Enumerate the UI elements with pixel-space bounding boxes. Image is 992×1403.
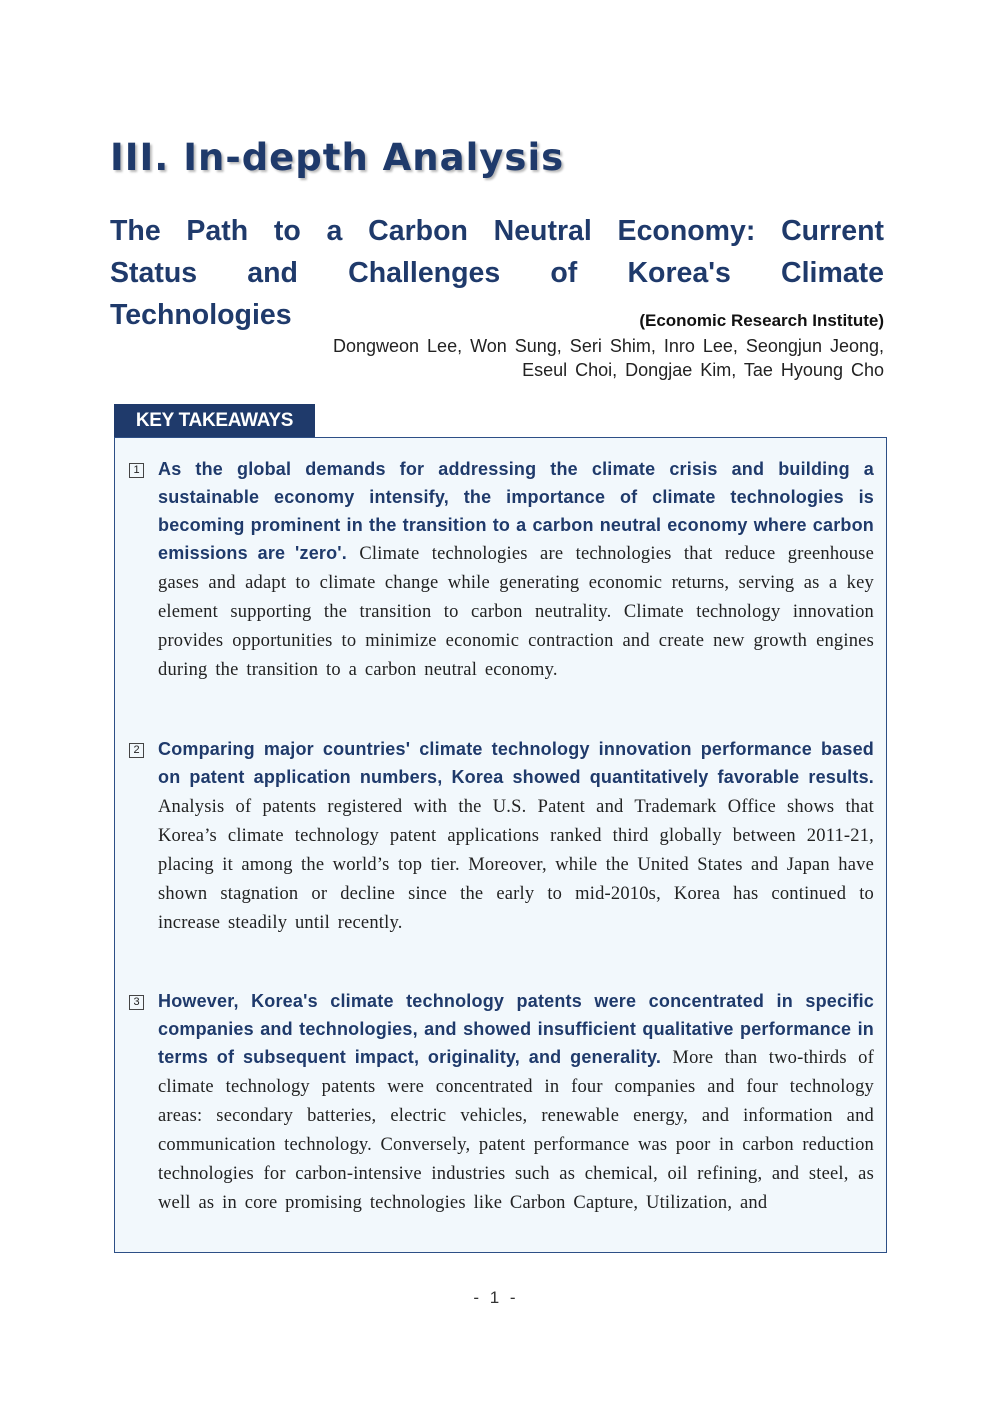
author-line: Dongweon Lee, Won Sung, Seri Shim, Inro Lee, Seongjun Jeong,	[332, 336, 884, 356]
institute-name: (Economic Research Institute)	[639, 311, 884, 330]
takeaway-item	[129, 455, 874, 684]
takeaway-item	[129, 735, 874, 937]
key-takeaways-box	[114, 437, 887, 1253]
section-heading: III. In-depth Analysis	[110, 136, 565, 179]
takeaway-summary: However, Korea's climate technology patents were concentrated in specific companies and technologies, and showed insufficient qualitative performance in terms of subsequent impact, originality, and generality.	[158, 991, 874, 1067]
takeaway-paragraph	[158, 987, 874, 1217]
takeaway-summary: As the global demands for addressing the climate crisis and building a sustainable economy intensify, the importance of climate technologies is becoming prominent in the transition to a carbon neutral economy where carbon emissions are 'zero'.	[158, 459, 874, 563]
author-line: Eseul Choi, Dongjae Kim, Tae Hyoung Cho	[522, 360, 884, 380]
item-number-badge: 3	[129, 995, 144, 1010]
takeaway-detail: Climate technologies are technologies that reduce greenhouse gases and adapt to climate change while generating economic returns, serving as a key element supporting the transition to carbon neutrality. Climate technology innovation provides opportunities to minimize economic contraction and create new growth engines during the transition to a carbon neutral economy.	[158, 544, 874, 680]
takeaway-paragraph	[158, 735, 874, 937]
takeaway-paragraph	[158, 455, 874, 684]
item-number-badge: 1	[129, 463, 144, 478]
item-number-badge: 2	[129, 743, 144, 758]
author-list	[333, 334, 884, 382]
document-title: The Path to a Carbon Neutral Economy: Current Status and Challenges of Korea's Climate Technologies	[110, 215, 884, 331]
key-takeaways-label: KEY TAKEAWAYS	[114, 404, 315, 438]
takeaway-detail: More than two-thirds of climate technology patents were concentrated in four companies and four technology areas: secondary batteries, electric vehicles, renewable energy, and information and communication technology. Conversely, patent performance was poor in carbon reduction technologies for carbon-intensive industries such as chemical, oil refining, and steel, as well as in core promising technologies like Carbon Capture, Utilization, and	[158, 1048, 874, 1213]
takeaway-summary: Comparing major countries' climate technology innovation performance based on patent application numbers, Korea showed quantitatively favorable results.	[158, 739, 874, 787]
takeaway-detail: Analysis of patents registered with the U.S. Patent and Trademark Office shows that Korea’s climate technology patent applications ranked third globally between 2011-21, placing it among the world’s top tier. Moreover, while the United States and Japan have shown stagnation or decline since the early to mid-2010s, Korea has continued to increase steadily until recently.	[158, 797, 874, 933]
page-number: - 1 -	[473, 1288, 519, 1307]
takeaway-item	[129, 987, 874, 1217]
